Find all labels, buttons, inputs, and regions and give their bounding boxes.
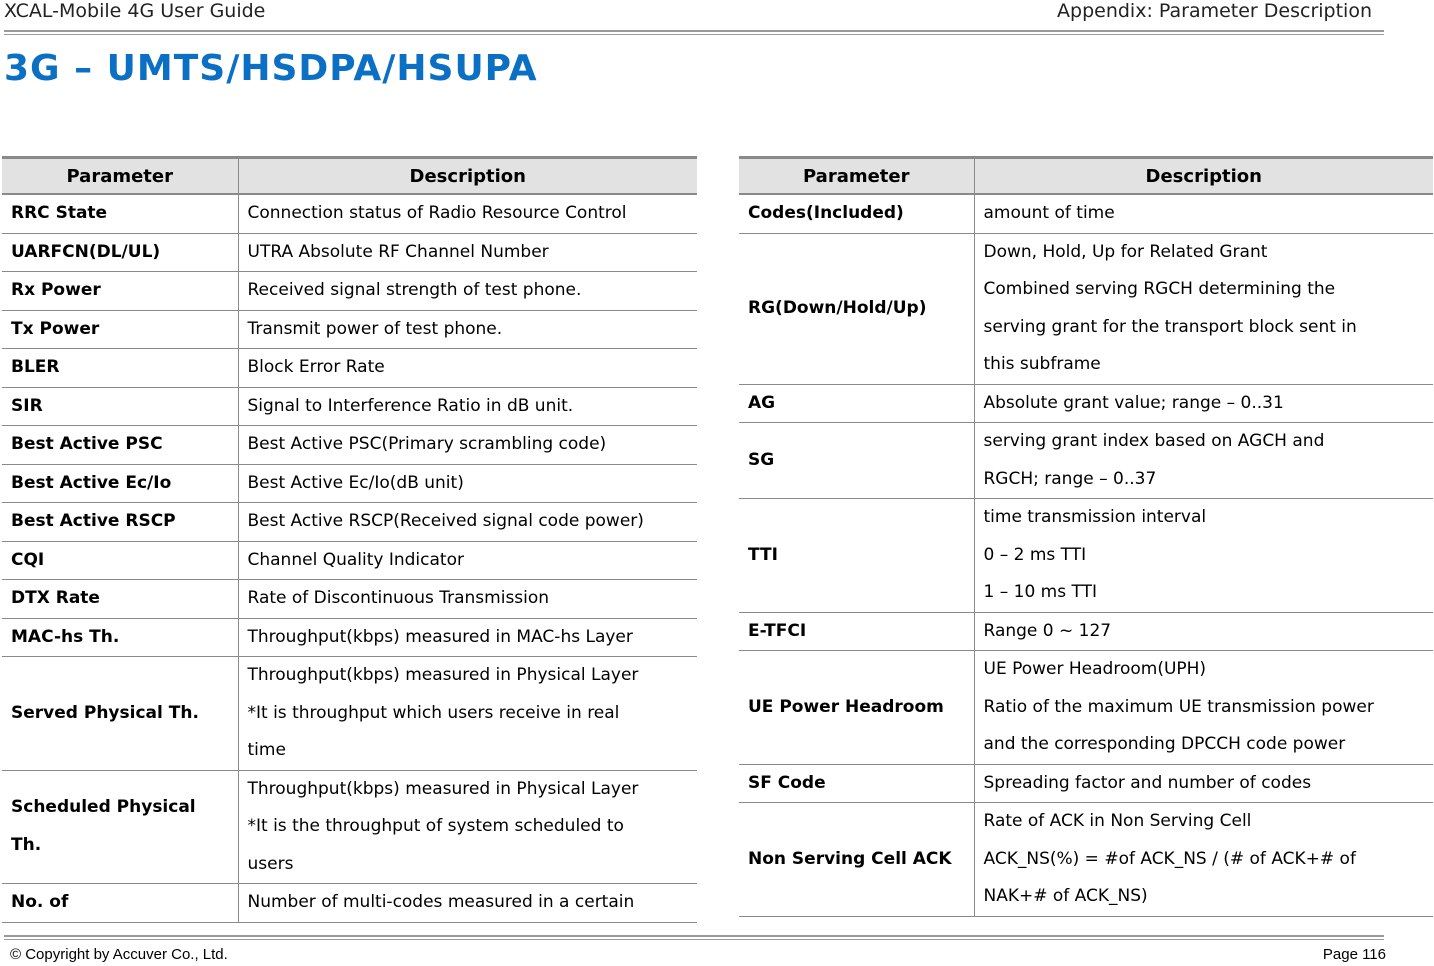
parameter-name: SIR bbox=[2, 387, 238, 426]
description-line: time transmission interval bbox=[983, 507, 1207, 527]
parameter-description bbox=[974, 384, 1433, 423]
table-row bbox=[739, 764, 1433, 803]
table-row bbox=[739, 194, 1433, 233]
table-row bbox=[739, 651, 1433, 765]
table-row bbox=[739, 499, 1433, 613]
table-row bbox=[2, 272, 697, 311]
footer-copyright: © Copyright by Accuver Co., Ltd. bbox=[10, 946, 228, 963]
parameter-name: UE Power Headroom bbox=[739, 651, 974, 765]
parameter-description bbox=[974, 803, 1433, 917]
description-line: Absolute grant value; range – 0..31 bbox=[983, 392, 1284, 413]
parameter-description bbox=[238, 770, 697, 884]
parameter-name: Scheduled Physical Th. bbox=[2, 770, 238, 884]
parameter-description bbox=[238, 426, 697, 465]
table-row bbox=[2, 770, 697, 884]
footer-page-number: Page 116 bbox=[1322, 946, 1386, 963]
table-row bbox=[739, 612, 1433, 651]
description-line: Transmit power of test phone. bbox=[247, 318, 503, 339]
parameter-description bbox=[974, 612, 1433, 651]
description-line: Best Active Ec/Io(dB unit) bbox=[247, 472, 464, 493]
footer-divider bbox=[4, 935, 1384, 937]
parameter-name: Tx Power bbox=[2, 310, 238, 349]
parameter-description bbox=[974, 194, 1433, 233]
parameter-description bbox=[238, 349, 697, 388]
description-line: Channel Quality Indicator bbox=[247, 549, 464, 570]
table-row bbox=[2, 387, 697, 426]
footer-divider-thin bbox=[4, 939, 1384, 940]
parameter-description bbox=[238, 657, 697, 771]
description-line: Throughput(kbps) measured in Physical Layer bbox=[247, 778, 639, 799]
parameter-name: RRC State bbox=[2, 194, 238, 233]
parameter-description bbox=[974, 764, 1433, 803]
parameter-name: MAC-hs Th. bbox=[2, 618, 238, 657]
description-line: RGCH; range – 0..37 bbox=[983, 468, 1157, 489]
parameter-description bbox=[238, 884, 697, 923]
parameter-name: RG(Down/Hold/Up) bbox=[739, 233, 974, 384]
description-line: users bbox=[247, 853, 294, 874]
parameter-description bbox=[238, 580, 697, 619]
parameter-description bbox=[974, 651, 1433, 765]
parameter-description bbox=[238, 194, 697, 233]
table-row bbox=[2, 541, 697, 580]
parameter-name: SG bbox=[739, 423, 974, 499]
parameter-name: Codes(Included) bbox=[739, 194, 974, 233]
parameter-description bbox=[974, 423, 1433, 499]
parameter-name: No. of bbox=[2, 884, 238, 923]
table-row bbox=[2, 233, 697, 272]
parameter-description bbox=[238, 387, 697, 426]
parameter-description bbox=[238, 503, 697, 542]
parameter-description bbox=[238, 272, 697, 311]
table-row bbox=[2, 349, 697, 388]
parameter-description bbox=[974, 499, 1433, 613]
parameter-description bbox=[974, 233, 1433, 384]
table-row bbox=[2, 657, 697, 771]
table-row bbox=[739, 233, 1433, 384]
description-line: Ratio of the maximum UE transmission power bbox=[983, 696, 1374, 717]
table-row bbox=[2, 618, 697, 657]
column-header-parameter: Parameter bbox=[739, 158, 974, 195]
description-line: UTRA Absolute RF Channel Number bbox=[247, 241, 549, 262]
description-line: serving grant for the transport block sent in bbox=[983, 316, 1357, 337]
description-line: Throughput(kbps) measured in Physical Layer bbox=[247, 665, 639, 685]
description-line: Throughput(kbps) measured in MAC-hs Layer bbox=[247, 626, 633, 647]
description-line: UE Power Headroom(UPH) bbox=[983, 659, 1207, 679]
description-line: ACK_NS(%) = #of ACK_NS / (# of ACK+# of bbox=[983, 848, 1356, 869]
table-header-row bbox=[2, 158, 697, 195]
parameter-description bbox=[238, 464, 697, 503]
page-title: 3G – UMTS/HSDPA/HSUPA bbox=[4, 48, 538, 89]
table-row bbox=[2, 580, 697, 619]
table-row bbox=[2, 194, 697, 233]
parameter-name: UARFCN(DL/UL) bbox=[2, 233, 238, 272]
column-header-parameter: Parameter bbox=[2, 158, 238, 195]
description-line: Spreading factor and number of codes bbox=[983, 772, 1312, 793]
table-row bbox=[2, 310, 697, 349]
parameter-name: E-TFCI bbox=[739, 612, 974, 651]
header-divider bbox=[4, 30, 1384, 32]
parameter-name: Non Serving Cell ACK bbox=[739, 803, 974, 917]
header-section-title: Appendix: Parameter Description bbox=[1057, 0, 1372, 22]
parameter-name: Best Active RSCP bbox=[2, 503, 238, 542]
header-doc-title: XCAL-Mobile 4G User Guide bbox=[4, 0, 266, 22]
parameter-name: Best Active Ec/Io bbox=[2, 464, 238, 503]
table-row bbox=[2, 503, 697, 542]
description-line: Signal to Interference Ratio in dB unit. bbox=[247, 395, 574, 416]
description-line: 1 – 10 ms TTI bbox=[983, 582, 1097, 602]
parameter-table-left bbox=[2, 156, 697, 923]
description-line: NAK+# of ACK_NS) bbox=[983, 886, 1148, 906]
parameter-table-right bbox=[739, 156, 1433, 917]
table-row bbox=[2, 884, 697, 923]
description-line: Connection status of Radio Resource Control bbox=[247, 203, 627, 223]
table-row bbox=[2, 426, 697, 465]
table-row bbox=[739, 803, 1433, 917]
column-header-description: Description bbox=[974, 158, 1433, 195]
parameter-name: TTI bbox=[739, 499, 974, 613]
description-line: Range 0 ~ 127 bbox=[983, 620, 1112, 641]
description-line: Block Error Rate bbox=[247, 357, 385, 377]
table-row bbox=[2, 464, 697, 503]
description-line: 0 – 2 ms TTI bbox=[983, 544, 1087, 565]
description-line: Rate of ACK in Non Serving Cell bbox=[983, 811, 1252, 831]
parameter-name: SF Code bbox=[739, 764, 974, 803]
parameter-name: Rx Power bbox=[2, 272, 238, 311]
parameter-description bbox=[238, 310, 697, 349]
parameter-description bbox=[238, 618, 697, 657]
description-line: *It is the throughput of system scheduled to bbox=[247, 816, 624, 836]
description-line: this subframe bbox=[983, 354, 1101, 374]
description-line: and the corresponding DPCCH code power bbox=[983, 734, 1346, 754]
description-line: time bbox=[247, 740, 286, 760]
parameter-description bbox=[238, 233, 697, 272]
description-line: Combined serving RGCH determining the bbox=[983, 279, 1336, 299]
description-line: *It is throughput which users receive in real bbox=[247, 702, 620, 723]
description-line: Best Active RSCP(Received signal code power) bbox=[247, 511, 644, 531]
description-line: Best Active PSC(Primary scrambling code) bbox=[247, 434, 607, 454]
parameter-description bbox=[238, 541, 697, 580]
description-line: amount of time bbox=[983, 203, 1115, 223]
table-row bbox=[739, 423, 1433, 499]
parameter-name: CQI bbox=[2, 541, 238, 580]
description-line: Rate of Discontinuous Transmission bbox=[247, 588, 550, 608]
table-row bbox=[739, 384, 1433, 423]
parameter-name: BLER bbox=[2, 349, 238, 388]
parameter-name: Best Active PSC bbox=[2, 426, 238, 465]
description-line: Down, Hold, Up for Related Grant bbox=[983, 241, 1268, 262]
description-line: serving grant index based on AGCH and bbox=[983, 431, 1325, 451]
description-line: Number of multi-codes measured in a certain bbox=[247, 892, 635, 912]
column-header-description: Description bbox=[238, 158, 697, 195]
header-divider-thin bbox=[4, 34, 1384, 35]
parameter-name: Served Physical Th. bbox=[2, 657, 238, 771]
parameter-name: AG bbox=[739, 384, 974, 423]
parameter-name: DTX Rate bbox=[2, 580, 238, 619]
description-line: Received signal strength of test phone. bbox=[247, 280, 582, 300]
table-header-row bbox=[739, 158, 1433, 195]
